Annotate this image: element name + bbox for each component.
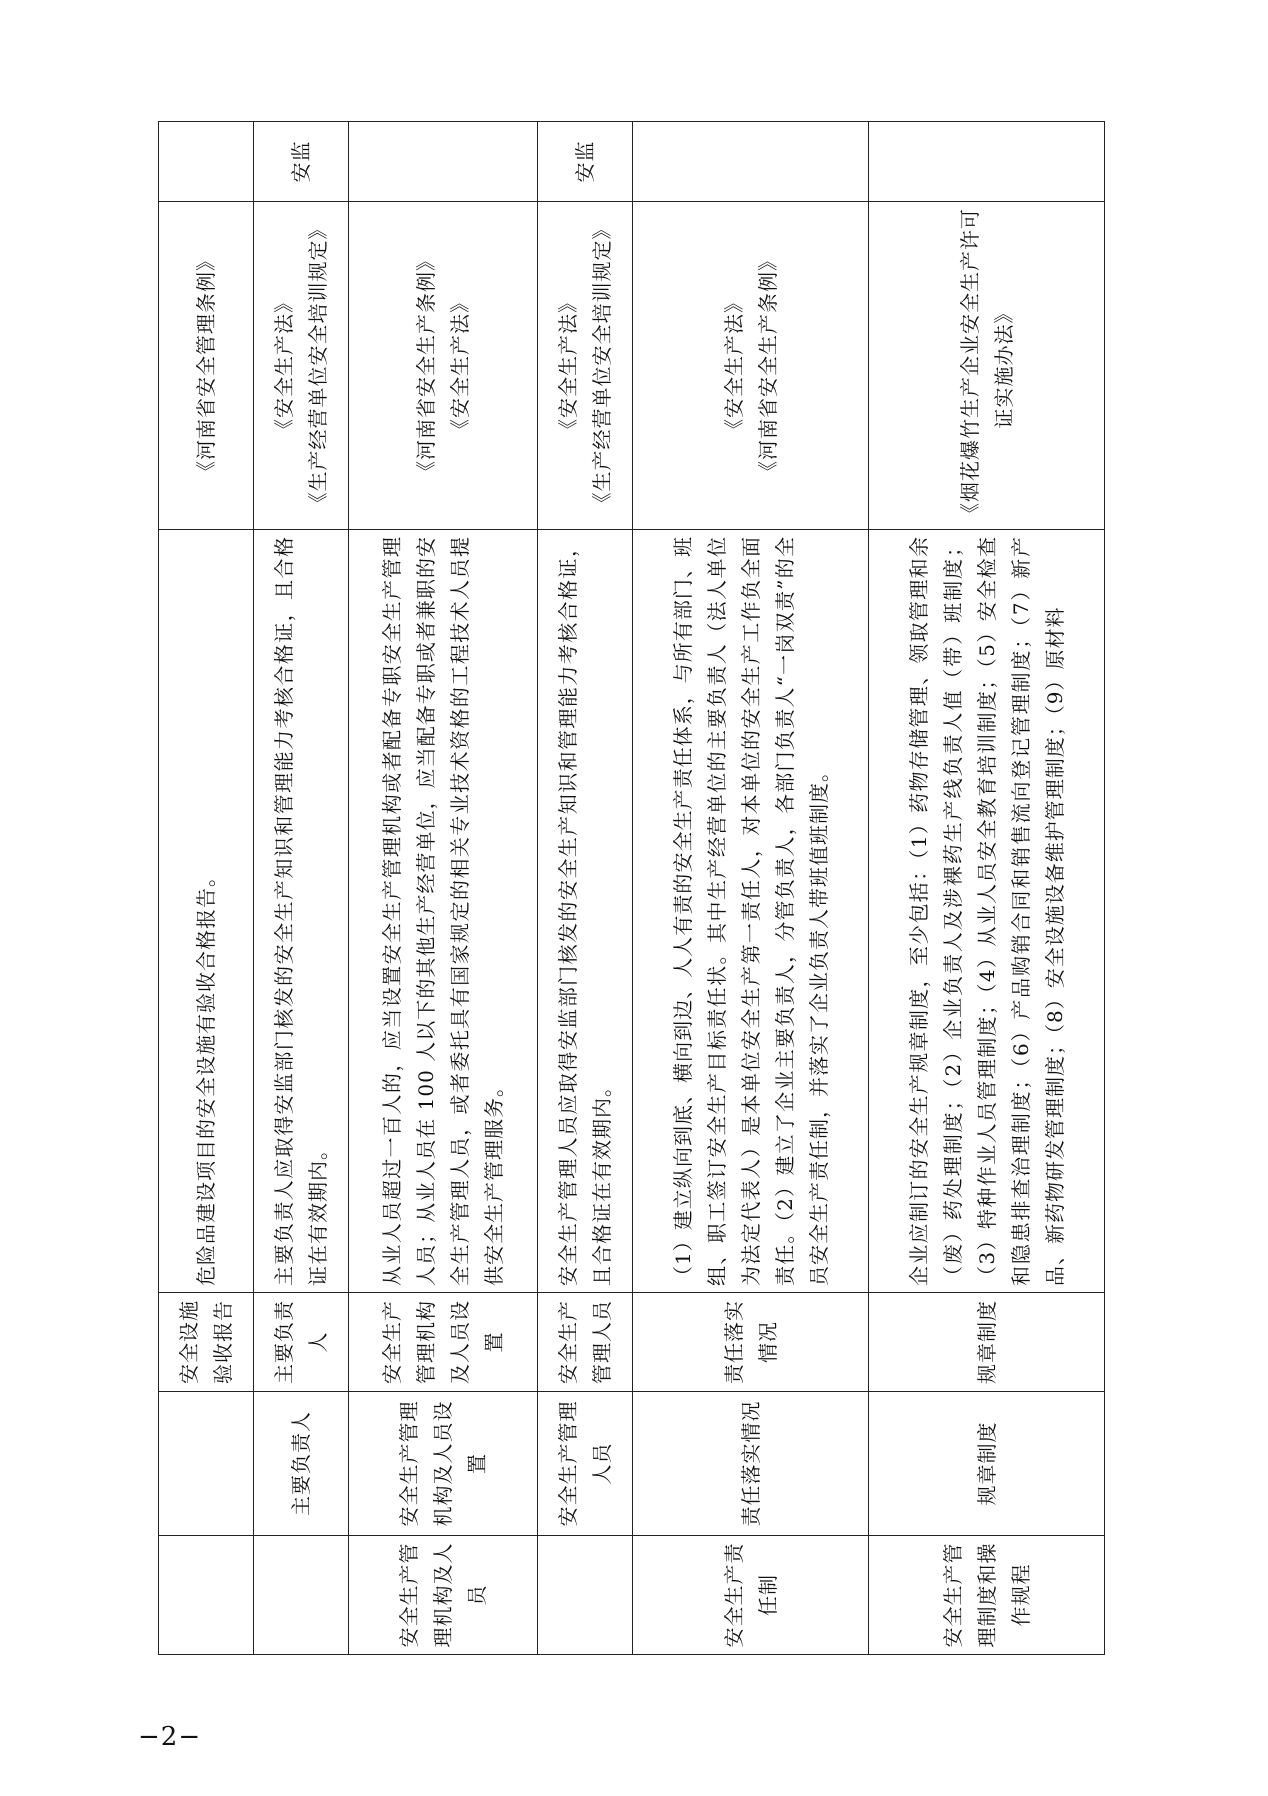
law-text: 《河南省安全管理条例》 <box>194 250 219 481</box>
item2-cell: 规章制度 <box>869 1293 1105 1392</box>
table-row <box>633 122 869 1655</box>
category-cell: 安全生产管理制度和操作规程 <box>869 1536 1105 1655</box>
item-cell: 主要负责人 <box>254 1392 349 1536</box>
item-cell: 安全生产管理人员 <box>538 1392 633 1536</box>
law-text: 《安全生产法》 <box>721 292 746 439</box>
category-cell <box>538 1536 633 1655</box>
law-text: 《生产经营单位安全培训规定》 <box>306 218 331 513</box>
item2-cell: 主要负责人 <box>254 1293 349 1392</box>
law-text: 《生产经营单位安全培训规定》 <box>590 218 615 513</box>
content-cell: 从业人员超过一百人的，应当设置安全生产管理机构或者配备专职安全生产管理人员；从业人员在 100 人以下的其他生产经营单位，应当配备专职或者兼职的安全生产管理人员，或者委托具有国家规定的相关专业技术资格的工程技术人员提供安全生产管理服务。 <box>349 530 538 1293</box>
item2-cell: 安全生产管理机构及人员设置 <box>349 1293 538 1392</box>
content-cell: （1）建立纵向到底、横向到边、人人有责的安全生产责任体系，与所有部门、班组、职工签订安全生产目标责任状。其中生产经营单位的主要负责人（法人单位为法定代表人）是本单位安全生产第一责任人，对本单位的安全生产工作负全面责任。（2）建立了企业主要负责人，分管负责人，各部门负责人“一岗双责”的全员安全生产责任制，并落实了企业负责人带班值班制度。 <box>633 530 869 1293</box>
dept-cell: 安监 <box>254 122 349 202</box>
category-cell: 安全生产管理机构及人员 <box>349 1536 538 1655</box>
dept-cell: 安监 <box>538 122 633 202</box>
dept-cell <box>349 122 538 202</box>
law-cell <box>254 202 349 530</box>
law-text: 《烟花爆竹生产企业安全生产许可证实施办法》 <box>957 208 1016 523</box>
law-text: 《河南省安全生产条例》 <box>414 250 439 481</box>
law-text: 《安全生产法》 <box>272 292 297 439</box>
content-cell: 危险品建设项目的安全设施有验收合格报告。 <box>159 530 254 1293</box>
law-cell <box>538 202 633 530</box>
law-cell <box>349 202 538 530</box>
table-row <box>869 122 1105 1655</box>
law-text: 《安全生产法》 <box>448 292 473 439</box>
law-text: 《安全生产法》 <box>556 292 581 439</box>
item-cell: 安全生产管理机构及人员设置 <box>349 1392 538 1536</box>
law-cell <box>159 202 254 530</box>
dept-cell <box>633 122 869 202</box>
category-cell <box>159 1536 254 1655</box>
content-cell: 企业应制订的安全生产规章制度，至少包括：（1）药物存储管理、领取管理和余（废）药处理制度；（2）企业负责人及涉裸药生产线负责人值（带）班制度；（3）特种作业人员管理制度；（4）从业人员安全教育培训制度；（5）安全检查和隐患排查治理制度；（6）产品购销合同和销售流向登记管理制度；（7）新产品、新药物研发管理制度；（8）安全设施设备维护管理制度；（9）原材料 <box>869 530 1105 1293</box>
table-row <box>254 122 349 1655</box>
table-row <box>159 122 254 1655</box>
dept-cell <box>159 122 254 202</box>
law-text: 《河南省安全生产条例》 <box>755 250 780 481</box>
table-row <box>538 122 633 1655</box>
document-page <box>158 140 1105 1655</box>
item2-cell: 安全设施验收报告 <box>159 1293 254 1392</box>
category-cell <box>254 1536 349 1655</box>
item-cell: 责任落实情况 <box>633 1392 869 1536</box>
law-cell <box>869 202 1105 530</box>
table-row <box>349 122 538 1655</box>
dept-cell <box>869 122 1105 202</box>
item-cell: 规章制度 <box>869 1392 1105 1536</box>
category-cell: 安全生产责任制 <box>633 1536 869 1655</box>
law-cell <box>633 202 869 530</box>
rotated-table-container <box>158 140 1105 1655</box>
inspection-table <box>158 121 1105 1655</box>
content-cell: 安全生产管理人员应取得安监部门核发的安全生产知识和管理能力考核合格证，且合格证在有效期内。 <box>538 530 633 1293</box>
item-cell <box>159 1392 254 1536</box>
content-cell: 主要负责人应取得安监部门核发的安全生产知识和管理能力考核合格证，且合格证在有效期内。 <box>254 530 349 1293</box>
page-number: −2− <box>138 1722 202 1752</box>
item2-cell: 安全生产管理人员 <box>538 1293 633 1392</box>
item2-cell: 责任落实情况 <box>633 1293 869 1392</box>
